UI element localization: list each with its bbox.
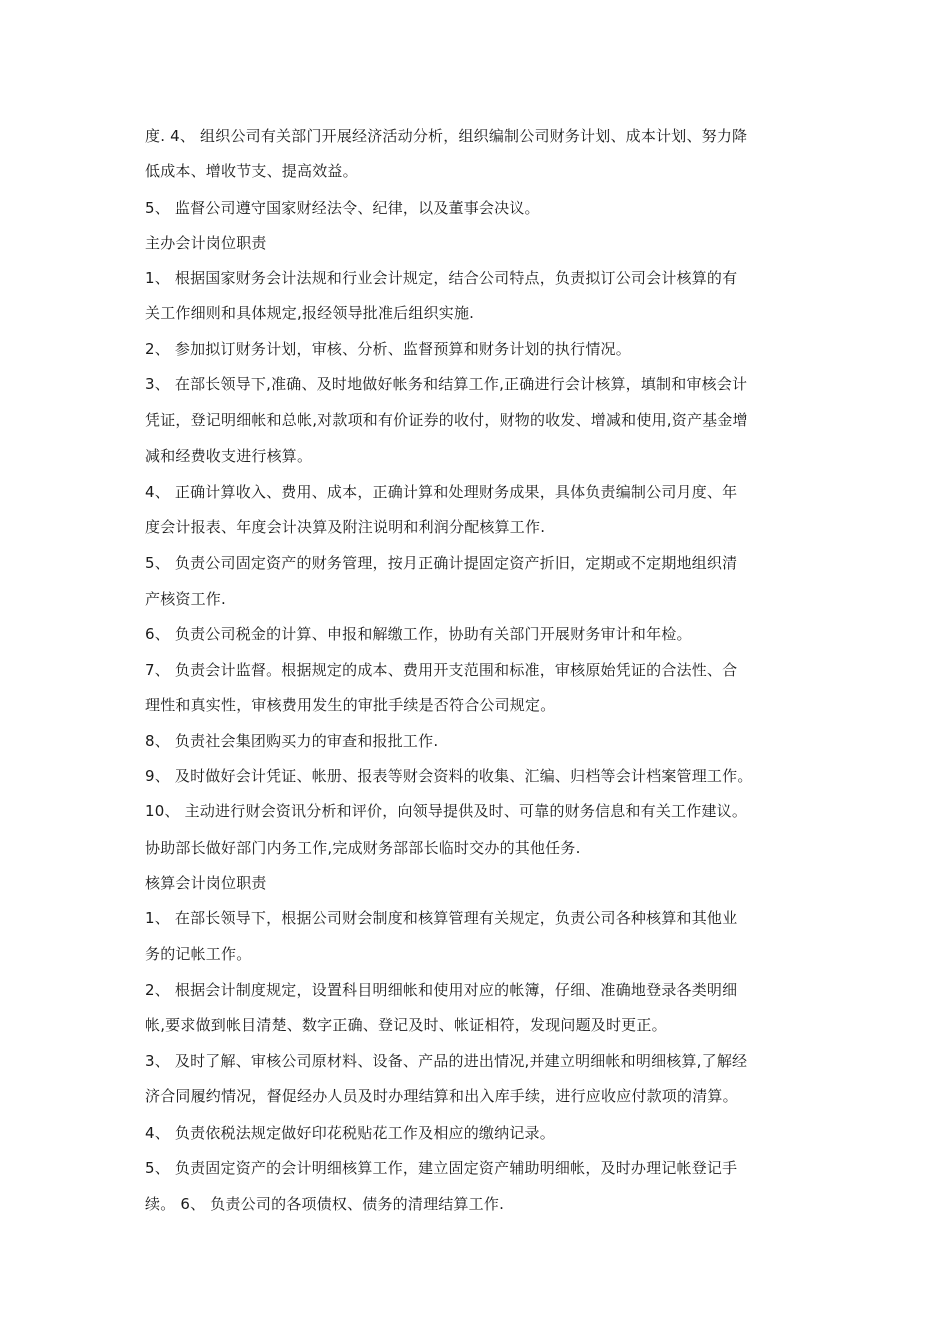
text-line: 9、 及时做好会计凭证、帐册、报表等财会资料的收集、汇编、归档等会计档案管理工作。	[145, 767, 753, 785]
text-line: 5、 负责公司固定资产的财务管理，按月正确计提固定资产折旧，定期或不定期地组织清	[145, 554, 738, 572]
text-line: 务的记帐工作。	[145, 945, 252, 963]
text-line: 凭证，登记明细帐和总帐,对款项和有价证券的收付，财物的收发、增减和使用,资产基金增	[145, 411, 748, 429]
text-line: 1、 根据国家财务会计法规和行业会计规定，结合公司特点，负责拟订公司会计核算的有	[145, 269, 738, 287]
section-heading-accounting-clerk: 核算会计岗位职责	[145, 874, 267, 892]
section-heading-chief-accountant: 主办会计岗位职责	[145, 234, 267, 252]
text-line: 2、 根据会计制度规定，设置科目明细帐和使用对应的帐簿，仔细、准确地登录各类明细	[145, 981, 738, 999]
text-line: 10、 主动进行财会资讯分析和评价，向领导提供及时、可靠的财务信息和有关工作建议。	[145, 802, 748, 820]
text-line: 3、 及时了解、审核公司原材料、设备、产品的进出情况,并建立明细帐和明细核算,了解经	[145, 1052, 748, 1070]
text-line: 低成本、增收节支、提高效益。	[145, 162, 358, 180]
text-line: 产核资工作.	[145, 590, 226, 608]
text-line: 8、 负责社会集团购买力的审查和报批工作.	[145, 732, 439, 750]
text-line: 理性和真实性，审核费用发生的审批手续是否符合公司规定。	[145, 696, 556, 714]
text-line: 4、 正确计算收入、费用、成本，正确计算和处理财务成果，具体负责编制公司月度、年	[145, 483, 738, 501]
text-line: 度. 4、 组织公司有关部门开展经济活动分析，组织编制公司财务计划、成本计划、努力降	[145, 127, 748, 145]
text-line: 6、 负责公司税金的计算、申报和解缴工作，协助有关部门开展财务审计和年检。	[145, 625, 692, 643]
text-line: 帐,要求做到帐目清楚、数字正确、登记及时、帐证相符，发现问题及时更正。	[145, 1016, 667, 1034]
text-line: 关工作细则和具体规定,报经领导批准后组织实施.	[145, 304, 475, 322]
text-line: 5、 负责固定资产的会计明细核算工作，建立固定资产辅助明细帐，及时办理记帐登记手	[145, 1159, 738, 1177]
text-line: 续。 6、 负责公司的各项债权、债务的清理结算工作.	[145, 1195, 505, 1213]
text-line: 度会计报表、年度会计决算及附注说明和利润分配核算工作.	[145, 518, 546, 536]
text-line: 4、 负责依税法规定做好印花税贴花工作及相应的缴纳记录。	[145, 1124, 555, 1142]
text-line: 2、 参加拟订财务计划，审核、分析、监督预算和财务计划的执行情况。	[145, 340, 631, 358]
text-line: 1、 在部长领导下，根据公司财会制度和核算管理有关规定，负责公司各种核算和其他业	[145, 909, 738, 927]
text-line: 减和经费收支进行核算。	[145, 447, 313, 465]
text-line: 5、 监督公司遵守国家财经法令、纪律，以及董事会决议。	[145, 199, 540, 217]
text-line: 3、 在部长领导下,准确、及时地做好帐务和结算工作,正确进行会计核算，填制和审核会计	[145, 375, 748, 393]
text-line: 济合同履约情况，督促经办人员及时办理结算和出入库手续，进行应收应付款项的清算。	[145, 1087, 738, 1105]
text-line: 协助部长做好部门内务工作,完成财务部部长临时交办的其他任务.	[145, 839, 581, 857]
text-line: 7、 负责会计监督。根据规定的成本、费用开支范围和标准，审核原始凭证的合法性、合	[145, 661, 738, 679]
